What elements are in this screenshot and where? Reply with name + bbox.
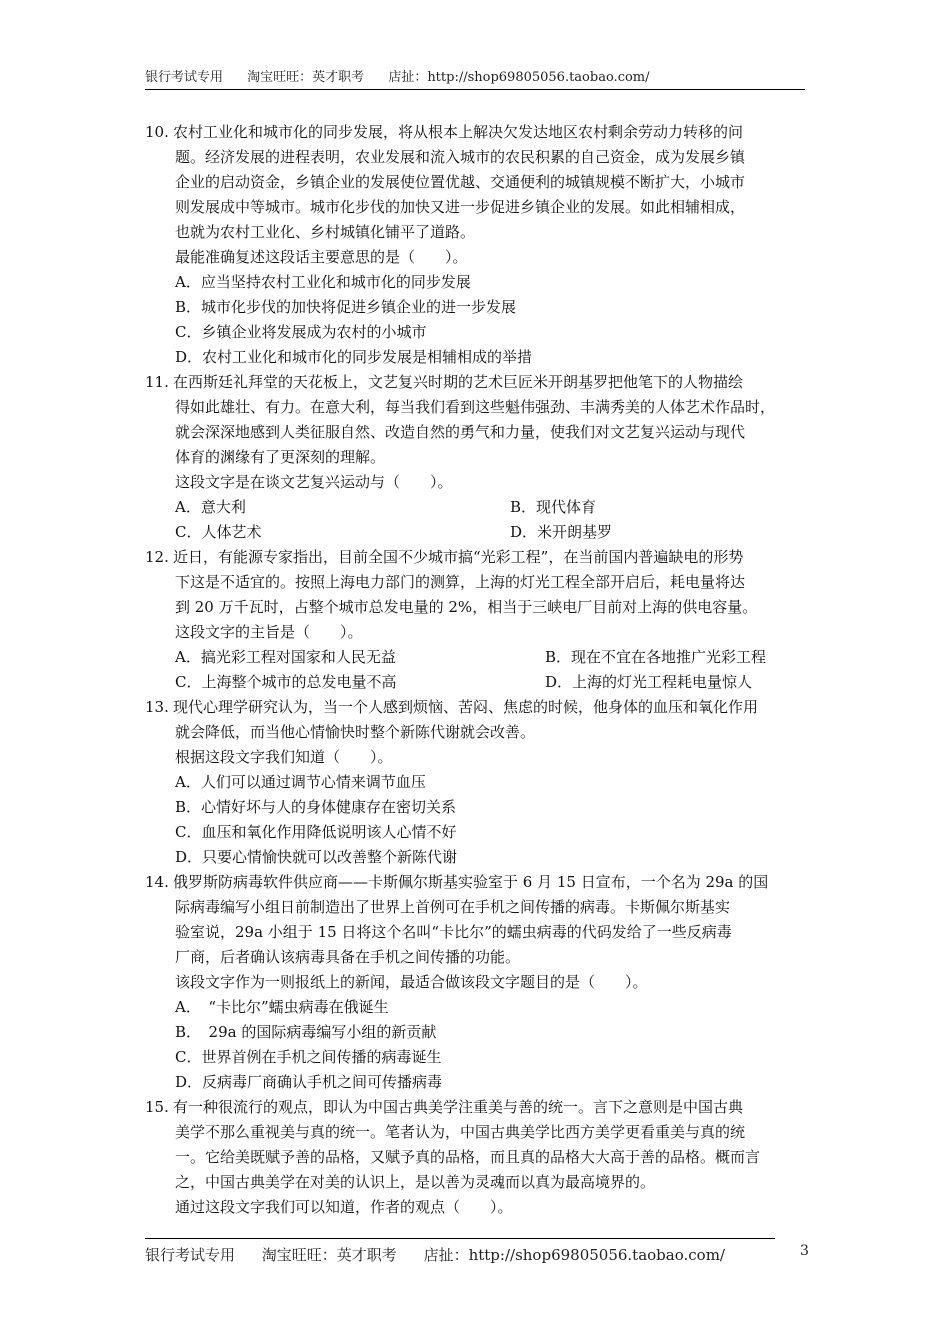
question-line (145, 370, 810, 395)
option-c: C．乡镇企业将发展成为农村的小城市 (175, 323, 427, 341)
question-text: 之，中国古典美学在对美的认识上，是以善为灵魂而以真为最高境界的。 (175, 1173, 656, 1191)
option-c: C．上海整个城市的总发电量不高 (175, 673, 397, 691)
option-row (145, 495, 810, 520)
question-text: 则发展成中等城市。城市化步伐的加快又进一步促进乡镇企业的发展。如此相辅相成， (175, 198, 746, 216)
question-text: 企业的启动资金，乡镇企业的发展使位置优越、交通便利的城镇规模不断扩大，小城市 (175, 173, 746, 191)
question-text: 际病毒编写小组日前制造出了世界上首例可在手机之间传播的病毒。卡斯佩尔斯基实 (175, 898, 731, 916)
question-line (145, 870, 810, 895)
question-prompt: 通过这段文字我们可以知道，作者的观点（ ）。 (175, 1198, 513, 1216)
option-a: A． “卡比尔”蠕虫病毒在俄诞生 (175, 998, 389, 1016)
option-b: B．城市化步伐的加快将促进乡镇企业的进一步发展 (175, 298, 517, 316)
option-d: D．米开朗基罗 (510, 523, 613, 541)
question-text: 下这是不适宜的。按照上海电力部门的测算，上海的灯光工程全部开启后，耗电量将达 (175, 573, 746, 591)
question-text: 就会降低，而当他心情愉快时整个新陈代谢就会改善。 (175, 723, 536, 741)
question-text: 美学不那么重视美与真的统一。笔者认为，中国古典美学比西方美学更看重美与真的统 (175, 1123, 746, 1141)
option-d: D．农村工业化和城市化的同步发展是相辅相成的举措 (175, 348, 533, 366)
question-number: 12. (145, 548, 169, 566)
option-d: D．反病毒厂商确认手机之间可传播病毒 (175, 1073, 443, 1091)
question-text: 有一种很流行的观点，即认为中国古典美学注重美与善的统一。言下之意则是中国古典 (173, 1098, 744, 1116)
option-c: C．人体艺术 (175, 523, 262, 541)
question-text: 题。经济发展的进程表明，农业发展和流入城市的农民积累的自己资金，成为发展乡镇 (175, 148, 746, 166)
question-text: 近日，有能源专家指出，目前全国不少城市搞“光彩工程”，在当前国内普遍缺电的形势 (173, 548, 744, 566)
question-text: 农村工业化和城市化的同步发展，将从根本上解决欠发达地区农村剩余劳动力转移的问 (173, 123, 744, 141)
option-c: C．世界首例在手机之间传播的病毒诞生 (175, 1048, 442, 1066)
question-line (145, 1095, 810, 1120)
page-footer (145, 1238, 775, 1265)
option-row (145, 670, 810, 695)
question-text: 体育的渊缘有了更深刻的理解。 (175, 448, 386, 466)
question-text: 得如此雄壮、有力。在意大利，每当我们看到这些魁伟强劲、丰满秀美的人体艺术作品时， (175, 398, 776, 416)
footer-url: 店扯：http://shop69805056.taobao.com/ (423, 1246, 725, 1264)
question-number: 11. (145, 373, 169, 391)
question-prompt: 最能准确复述这段话主要意思的是（ ）。 (175, 248, 468, 266)
question-text: 一。它给美既赋予善的品格，又赋予真的品格，而且真的品格大大高于善的品格。概而言 (175, 1148, 761, 1166)
option-b: B．现在不宜在各地推广光彩工程 (545, 648, 767, 666)
question-prompt: 根据这段文字我们知道（ ）。 (175, 748, 393, 766)
question-number: 10. (145, 123, 169, 141)
option-row (145, 645, 810, 670)
page-number: 3 (800, 1243, 809, 1259)
question-line (145, 545, 810, 570)
footer-bank-label: 银行考试专用 (145, 1246, 236, 1264)
question-text: 到 20 万千瓦时，占整个城市总发电量的 2%，相当于三峡电厂目前对上海的供电容量。 (175, 598, 758, 616)
option-b: B．心情好坏与人的身体健康存在密切关系 (175, 798, 457, 816)
option-c: C．血压和氧化作用降低说明该人心情不好 (175, 823, 457, 841)
question-line (145, 695, 810, 720)
option-b: B．现代体育 (510, 498, 597, 516)
question-prompt: 该段文字作为一则报纸上的新闻，最适合做该段文字题目的是（ ）。 (175, 973, 648, 991)
question-number: 13. (145, 698, 169, 716)
question-text: 现代心理学研究认为，当一个人感到烦恼、苦闷、焦虑的时候，他身体的血压和氧化作用 (173, 698, 759, 716)
page-header (145, 66, 805, 90)
question-content (145, 120, 810, 1220)
question-text: 验室说，29a 小组于 15 日将这个名叫“卡比尔”的蠕虫病毒的代码发给了一些反病毒 (175, 923, 732, 941)
question-text: 在西斯廷礼拜堂的天花板上，文艺复兴时期的艺术巨匠米开朗基罗把他笔下的人物描绘 (173, 373, 744, 391)
option-a: A．搞光彩工程对国家和人民无益 (175, 648, 396, 666)
question-text: 也就为农村工业化、乡村城镇化铺平了道路。 (175, 223, 476, 241)
question-text: 厂商，后者确认该病毒具备在手机之间传播的功能。 (175, 948, 521, 966)
question-line (145, 120, 810, 145)
header-url: 店扯：http://shop69805056.taobao.com/ (388, 70, 650, 85)
option-a: A．应当坚持农村工业化和城市化的同步发展 (175, 273, 471, 291)
option-a: A．意大利 (175, 498, 246, 516)
option-d: D．只要心情愉快就可以改善整个新陈代谢 (175, 848, 458, 866)
question-text: 就会深深地感到人类征服自然、改造自然的勇气和力量，使我们对文艺复兴运动与现代 (175, 423, 746, 441)
footer-shop-label: 淘宝旺旺：英才职考 (261, 1246, 397, 1264)
question-number: 15. (145, 1098, 169, 1116)
option-b: B． 29a 的国际病毒编写小组的新贡献 (175, 1023, 437, 1041)
option-d: D．上海的灯光工程耗电量惊人 (545, 673, 753, 691)
question-number: 14. (145, 873, 169, 891)
question-prompt: 这段文字的主旨是（ ）。 (175, 623, 363, 641)
question-prompt: 这段文字是在谈文艺复兴运动与（ ）。 (175, 473, 453, 491)
question-text: 俄罗斯防病毒软件供应商——卡斯佩尔斯基实验室于 6 月 15 日宣布，一个名为 29a 的国 (173, 873, 769, 891)
header-shop-label: 淘宝旺旺：英才职考 (247, 70, 365, 85)
header-bank-label: 银行考试专用 (145, 70, 224, 85)
option-row (145, 520, 810, 545)
option-a: A．人们可以通过调节心情来调节血压 (175, 773, 426, 791)
